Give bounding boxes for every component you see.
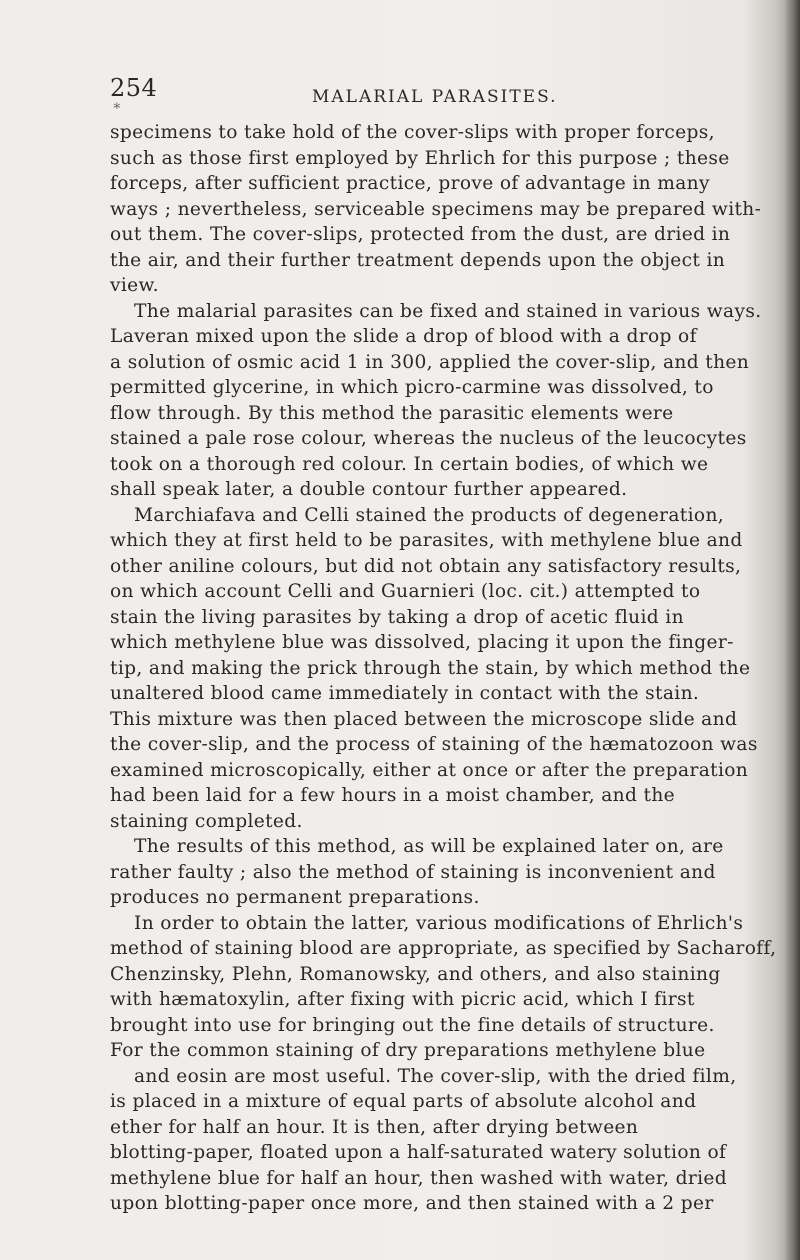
text-line: The results of this method, as will be explained later on, are (134, 836, 724, 857)
text-line: which they at first held to be parasites, with methylene blue and (110, 530, 743, 551)
text-line: and eosin are most useful. The cover-slip, with the dried film, (134, 1065, 737, 1087)
text-line: produces no permanent preparations. (110, 887, 480, 908)
text-line: shall speak later, a double contour further appeared. (110, 479, 628, 500)
text-line: took on a thorough red colour. In certain bodies, of which we (110, 453, 709, 475)
text-line: rather faulty ; also the method of staining is inconvenient and (110, 861, 716, 883)
text-line: tip, and making the prick through the stain, by which method the (110, 657, 751, 679)
text-line: which methylene blue was dissolved, placing it upon the finger- (110, 632, 734, 653)
page-number: 254 (110, 74, 158, 102)
running-title: MALARIAL PARASITES. (312, 87, 558, 107)
text-line: Laveran mixed upon the slide a drop of blood with a drop of (110, 326, 697, 347)
text-line: is placed in a mixture of equal parts of absolute alcohol and (110, 1091, 697, 1112)
text-line: ether for half an hour. It is then, after drying between (110, 1116, 639, 1138)
text-line: forceps, after sufficient practice, prove of advantage in many (110, 173, 710, 194)
text-line: blotting-paper, floated upon a half-saturated watery solution of (110, 1142, 727, 1163)
text-line: other aniline colours, but did not obtain any satisfactory results, (110, 555, 742, 577)
text-line: Chenzinsky, Plehn, Romanowsky, and others, and also staining (110, 963, 721, 985)
text-line: staining completed. (110, 810, 303, 832)
text-line: specimens to take hold of the cover-slips with proper forceps, (110, 122, 715, 143)
body-text (110, 120, 777, 1217)
text-line: the air, and their further treatment depends upon the object in (110, 249, 726, 271)
text-line: examined microscopically, either at once or after the preparation (110, 759, 749, 781)
text-line: In order to obtain the latter, various modifications of Ehrlich's (134, 912, 744, 934)
text-line: a solution of osmic acid 1 in 300, applied the cover-slip, and then (110, 351, 750, 373)
text-line: flow through. By this method the parasitic elements were (110, 402, 674, 424)
page-edge-shadow (784, 0, 800, 1260)
text-line: Marchiafava and Celli stained the products of degeneration, (134, 504, 725, 526)
text-line: stained a pale rose colour, whereas the nucleus of the leucocytes (110, 428, 747, 449)
text-line: unaltered blood came immediately in contact with the stain. (110, 683, 700, 704)
text-line: The malarial parasites can be fixed and stained in various ways. (134, 300, 762, 322)
text-line: such as those first employed by Ehrlich for this purpose ; these (110, 147, 730, 169)
text-line: out them. The cover-slips, protected from the dust, are dried in (110, 224, 731, 245)
text-line: with hæmatoxylin, after fixing with picric acid, which I first (110, 989, 695, 1010)
text-line: view. (110, 275, 159, 296)
text-line: the cover-slip, and the process of staining of the hæmatozoon was (110, 734, 758, 755)
text-line: For the common staining of dry preparations methylene blue (110, 1040, 706, 1061)
stray-print-mark: ∗ (112, 98, 122, 114)
text-line: methylene blue for half an hour, then washed with water, dried (110, 1167, 727, 1189)
text-line: method of staining blood are appropriate, as specified by Sacharoff, (110, 938, 777, 959)
text-line: This mixture was then placed between the microscope slide and (110, 708, 738, 730)
text-line: upon blotting-paper once more, and then stained with a 2 per (110, 1193, 714, 1214)
text-line: had been laid for a few hours in a moist chamber, and the (110, 785, 676, 806)
text-line: on which account Celli and Guarnieri (loc. cit.) attempted to (110, 581, 701, 602)
text-line: brought into use for bringing out the fine details of structure. (110, 1014, 715, 1036)
text-line: stain the living parasites by taking a drop of acetic fluid in (110, 606, 684, 628)
text-line: ways ; nevertheless, serviceable specimens may be prepared with- (110, 198, 762, 220)
text-line: permitted glycerine, in which picro-carmine was dissolved, to (110, 377, 714, 398)
